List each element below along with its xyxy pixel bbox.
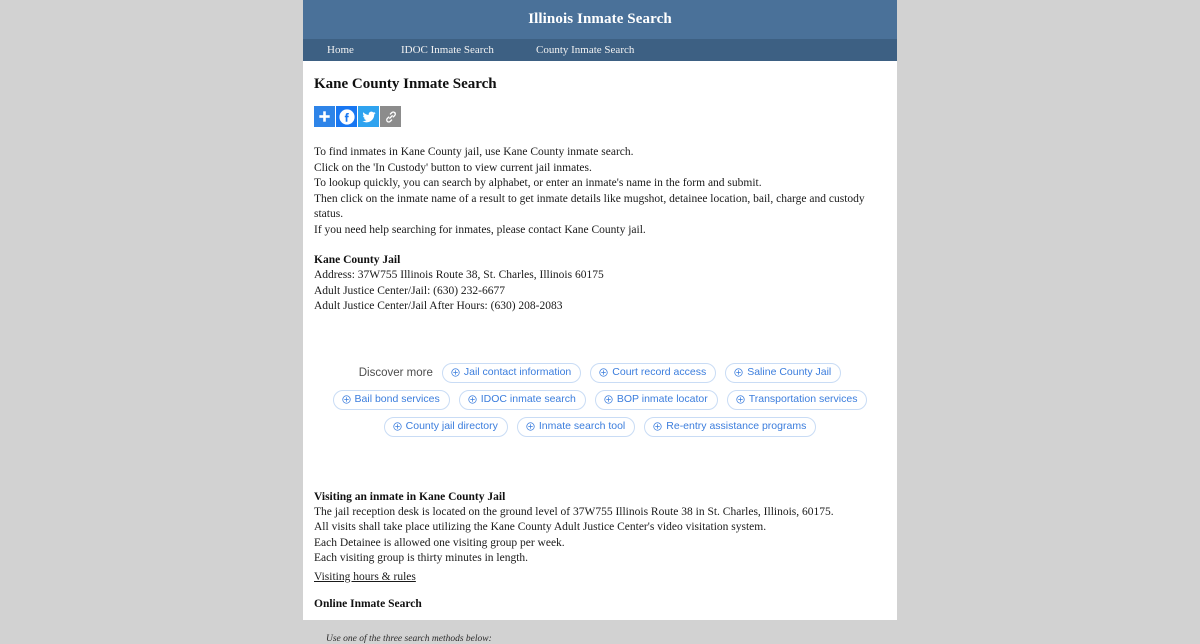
discover-chip-inmate-search-tool[interactable] xyxy=(517,417,635,437)
discover-chip-bop-inmate-locator[interactable] xyxy=(595,390,718,410)
online-inmate-search-section xyxy=(314,596,886,644)
circle-plus-icon xyxy=(526,422,535,431)
discover-chip-bail-bond-services[interactable] xyxy=(333,390,450,410)
twitter-icon xyxy=(362,110,376,124)
jail-address: Address: 37W755 Illinois Route 38, St. Charles, Illinois 60175 xyxy=(314,269,604,281)
search-methods-note: Use one of the three search methods below: xyxy=(326,634,492,644)
visiting-line: Each visiting group is thirty minutes in length. xyxy=(314,552,529,564)
jail-name: Kane County Jail xyxy=(314,254,401,266)
visiting-line: Each Detainee is allowed one visiting group per week. xyxy=(314,536,565,549)
intro-line: To find inmates in Kane County jail, use Kane County inmate search. xyxy=(314,146,634,158)
intro-line: To lookup quickly, you can search by alphabet, or enter an inmate's name in the form and submit. xyxy=(314,177,762,189)
circle-plus-icon xyxy=(342,395,351,404)
visiting-line: All visits shall take place utilizing the Kane County Adult Justice Center's video visitation system. xyxy=(314,521,767,533)
chip-label: Transportation services xyxy=(748,392,858,405)
discover-chip-transportation-services[interactable] xyxy=(727,390,868,410)
intro-line: Then click on the inmate name of a result to get inmate details like mugshot, detainee location, bail, charge and custody status. xyxy=(314,192,865,220)
intro-paragraph xyxy=(314,145,886,238)
visiting-line: The jail reception desk is located on the ground level of 37W755 Illinois Route 38 in St. Charles, Illinois, 60175. xyxy=(314,505,834,518)
nav-item-home[interactable]: Home xyxy=(327,44,354,56)
visiting-section-title: Visiting an inmate in Kane County Jail xyxy=(314,490,506,503)
chip-label: IDOC inmate search xyxy=(480,392,576,405)
chip-label: Court record access xyxy=(612,365,707,378)
page-container xyxy=(303,0,897,644)
circle-plus-icon xyxy=(468,395,477,404)
discover-chip-court-record-access[interactable] xyxy=(590,363,716,383)
online-inmate-search-title: Online Inmate Search xyxy=(314,598,422,610)
site-title: Illinois Inmate Search xyxy=(528,11,672,27)
page-title: Kane County Inmate Search xyxy=(314,76,497,92)
visiting-hours-rules-link[interactable]: Visiting hours & rules xyxy=(314,570,416,583)
jail-phone: Adult Justice Center/Jail: (630) 232-6677 xyxy=(314,284,505,297)
main-navigation xyxy=(303,39,897,61)
share-twitter-button[interactable] xyxy=(358,106,379,127)
chip-label: County jail directory xyxy=(405,419,498,432)
chip-label: Inmate search tool xyxy=(538,419,626,432)
discover-chip-county-jail-directory[interactable] xyxy=(384,417,508,437)
discover-chip-re-entry-assistance-programs[interactable] xyxy=(644,417,816,437)
discover-chip-idoc-inmate-search[interactable] xyxy=(459,390,586,410)
circle-plus-icon xyxy=(451,368,460,377)
discover-chip-jail-contact-information[interactable] xyxy=(442,363,581,383)
jail-contact-block xyxy=(314,252,886,315)
circle-plus-icon xyxy=(604,395,613,404)
circle-plus-icon xyxy=(734,368,743,377)
circle-plus-icon xyxy=(393,422,402,431)
link-chain-icon xyxy=(384,110,398,124)
discover-chip-saline-county-jail[interactable] xyxy=(725,363,841,383)
visiting-information-section xyxy=(314,489,886,586)
page-content xyxy=(303,76,897,644)
intro-line: If you need help searching for inmates, please contact Kane County jail. xyxy=(314,223,646,236)
chip-label: BOP inmate locator xyxy=(616,392,708,405)
circle-plus-icon xyxy=(599,368,608,377)
discover-more-section xyxy=(314,363,886,437)
site-header xyxy=(303,0,897,39)
nav-item-idoc-inmate-search[interactable]: IDOC Inmate Search xyxy=(401,44,494,56)
circle-plus-icon xyxy=(653,422,662,431)
jail-after-hours-phone: Adult Justice Center/Jail After Hours: (630) 208-2083 xyxy=(314,300,563,312)
share-facebook-button[interactable] xyxy=(336,106,357,127)
chip-label: Bail bond services xyxy=(354,392,440,405)
share-button-row xyxy=(314,106,886,127)
chip-label: Saline County Jail xyxy=(747,365,832,378)
addthis-plus-icon xyxy=(318,110,331,123)
share-copy-link-button[interactable] xyxy=(380,106,401,127)
nav-item-county-inmate-search[interactable]: County Inmate Search xyxy=(536,44,635,56)
intro-line: Click on the 'In Custody' button to view current jail inmates. xyxy=(314,161,592,174)
facebook-icon xyxy=(338,108,356,126)
chip-label: Re-entry assistance programs xyxy=(666,419,807,432)
share-addthis-button[interactable] xyxy=(314,106,335,127)
chip-label: Jail contact information xyxy=(463,365,572,378)
discover-more-label: Discover more xyxy=(358,366,433,379)
circle-plus-icon xyxy=(736,395,745,404)
